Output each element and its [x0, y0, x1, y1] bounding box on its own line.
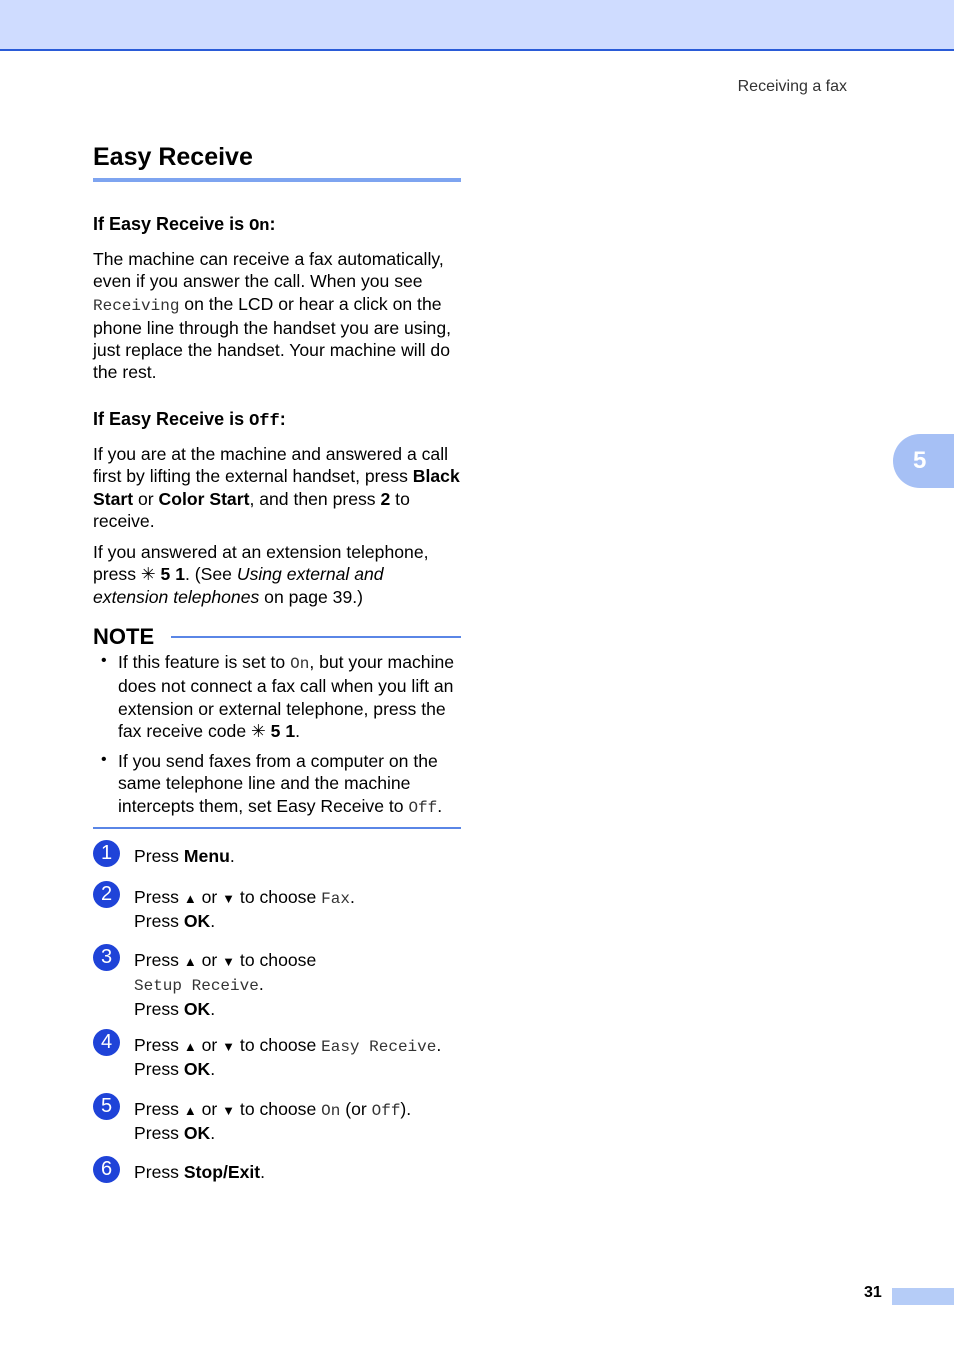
- down-arrow-icon: ▼: [222, 954, 236, 969]
- step-6-dot: .: [260, 1162, 266, 1182]
- subheading-on: [93, 214, 461, 236]
- step-4-or: or: [196, 1035, 223, 1055]
- subheading-off-code: Off: [249, 412, 280, 431]
- step-2-text: [134, 886, 474, 933]
- menu-key: Menu: [183, 846, 230, 866]
- step-2-to-choose: to choose: [235, 887, 322, 907]
- step-6-text: [134, 1161, 474, 1183]
- step-5-press-2: Press: [134, 1123, 184, 1144]
- black-start-key: Black Start: [93, 466, 460, 509]
- lcd-receiving-code: Receiving: [93, 296, 180, 315]
- subheading-on-code: On: [249, 217, 270, 236]
- ok-key: OK: [183, 911, 211, 932]
- paragraph-off-2: [93, 541, 461, 608]
- up-arrow-icon: ▲: [183, 891, 197, 906]
- step-6-press: Press: [134, 1162, 184, 1182]
- note-rule-top: [171, 636, 461, 638]
- step-4-end: .: [436, 1035, 442, 1055]
- paragraph-off-1-text-c: , and then press: [249, 488, 381, 509]
- subheading-off: [93, 409, 461, 431]
- subheading-off-prefix: If Easy Receive is: [93, 409, 250, 429]
- step-2-press: Press: [134, 887, 184, 907]
- step-5-text: [134, 1098, 474, 1145]
- note-item-2: [118, 750, 463, 819]
- section-title-rule: [93, 178, 461, 182]
- section-title: Easy Receive: [93, 143, 253, 171]
- paragraph-off-1-or: or: [133, 488, 159, 509]
- ok-key: OK: [183, 1059, 211, 1080]
- up-arrow-icon: ▲: [183, 1039, 197, 1054]
- paragraph-on: [93, 248, 461, 384]
- paragraph-off-1: [93, 443, 461, 532]
- step-2-number: 2: [93, 881, 120, 908]
- page-number: 31: [864, 1284, 882, 1301]
- step-1-text: [134, 845, 474, 867]
- step-3-or: or: [196, 950, 223, 970]
- note-item-2-text-a: If you send faxes from a computer on the same telephone line and the machine intercepts them, set Easy Receive to: [118, 751, 438, 816]
- paragraph-off-2-text-c: . (See: [185, 564, 237, 585]
- step-3-text: [134, 949, 474, 1020]
- step-3-to-choose: to choose: [235, 950, 317, 970]
- step-1-press: Press: [134, 846, 184, 866]
- key-two: 2: [380, 488, 391, 509]
- color-start-key: Color Start: [158, 488, 250, 509]
- chapter-tab: 5: [893, 434, 954, 488]
- step-5-or-paren: (or: [340, 1099, 372, 1119]
- subheading-on-prefix: If Easy Receive is: [93, 214, 250, 234]
- note-item-1-text-a: If this feature is set to: [118, 652, 291, 672]
- running-header: Receiving a fax: [737, 78, 847, 95]
- note-rule-bottom: [93, 827, 461, 829]
- step-3-press: Press: [134, 950, 184, 970]
- step-3-code-setup-receive: Setup Receive: [134, 977, 259, 996]
- note-title: NOTE: [93, 624, 155, 649]
- step-4-code-easy-receive: Easy Receive: [321, 1038, 437, 1056]
- step-2-or: or: [196, 887, 223, 907]
- step-2-dot: .: [210, 911, 216, 932]
- note-item-2-text-b: .: [437, 795, 443, 816]
- step-3-dot: .: [210, 998, 216, 1019]
- note-bullet-1: •: [101, 652, 107, 669]
- up-arrow-icon: ▲: [183, 954, 197, 969]
- note-item-1-code-51: 5 1: [265, 720, 296, 741]
- star-key-icon: ✳: [251, 720, 266, 741]
- paragraph-off-1-text-d: to receive.: [93, 488, 410, 531]
- note-item-2-code-off: Off: [408, 798, 438, 817]
- page-number-tab: [892, 1288, 954, 1305]
- step-1-number: 1: [93, 840, 120, 867]
- ok-key: OK: [183, 1123, 211, 1144]
- star-key-icon: ✳: [140, 564, 156, 585]
- step-2-code-fax: Fax: [321, 890, 350, 908]
- step-2-end: .: [349, 887, 355, 907]
- note-item-1-text-b: , but your machine does not connect a fax call when you lift an extension or external telephone, press the fax receive code: [118, 652, 455, 741]
- step-5-press: Press: [134, 1099, 184, 1119]
- paragraph-on-text-a: The machine can receive a fax automatically, even if you answer the call. When you see: [93, 249, 444, 292]
- paragraph-off-2-text-a: If you answered at an extension telephone, press: [93, 542, 429, 585]
- step-3-press-2: Press: [134, 998, 184, 1019]
- paragraph-off-1-text-a: If you are at the machine and answered a call first by lifting the external handset, press: [93, 444, 449, 487]
- step-3-end: .: [258, 974, 264, 995]
- down-arrow-icon: ▼: [222, 1039, 236, 1054]
- step-5-number: 5: [93, 1093, 120, 1120]
- step-5-code-off: Off: [371, 1102, 401, 1120]
- down-arrow-icon: ▼: [222, 1103, 236, 1118]
- step-5-or: or: [196, 1099, 223, 1119]
- step-4-press-2: Press: [134, 1059, 184, 1080]
- step-5-end: ).: [400, 1099, 412, 1119]
- step-1-dot: .: [229, 846, 235, 866]
- paragraph-on-text-b: on the LCD or hear a click on the phone line through the handset you are using, just replace the handset. Your machine will do the rest.: [93, 293, 452, 383]
- step-4-dot: .: [210, 1059, 216, 1080]
- step-3-number: 3: [93, 944, 120, 971]
- subheading-off-suffix: :: [279, 409, 286, 429]
- cross-reference-link-text: Using external and extension telephones: [93, 564, 384, 607]
- up-arrow-icon: ▲: [183, 1103, 197, 1118]
- step-2-press-2: Press: [134, 911, 184, 932]
- top-header-band: [0, 0, 954, 51]
- step-4-text: [134, 1034, 474, 1081]
- step-4-number: 4: [93, 1029, 120, 1056]
- step-5-code-on: On: [321, 1102, 341, 1120]
- ok-key: OK: [183, 998, 211, 1019]
- step-5-to-choose: to choose: [235, 1099, 322, 1119]
- step-4-press: Press: [134, 1035, 184, 1055]
- down-arrow-icon: ▼: [222, 891, 236, 906]
- note-item-1-code-on: On: [290, 655, 310, 673]
- step-6-number: 6: [93, 1156, 120, 1183]
- subheading-on-suffix: :: [269, 214, 276, 234]
- note-item-1: [118, 651, 463, 742]
- code-51: 5 1: [155, 564, 186, 585]
- note-bullet-2: •: [101, 751, 107, 768]
- step-5-dot: .: [210, 1123, 216, 1144]
- note-item-1-text-d: .: [295, 720, 301, 741]
- step-4-to-choose: to choose: [235, 1035, 322, 1055]
- stop-exit-key: Stop/Exit: [183, 1162, 261, 1182]
- paragraph-off-2-text-d: on page 39.): [259, 586, 363, 607]
